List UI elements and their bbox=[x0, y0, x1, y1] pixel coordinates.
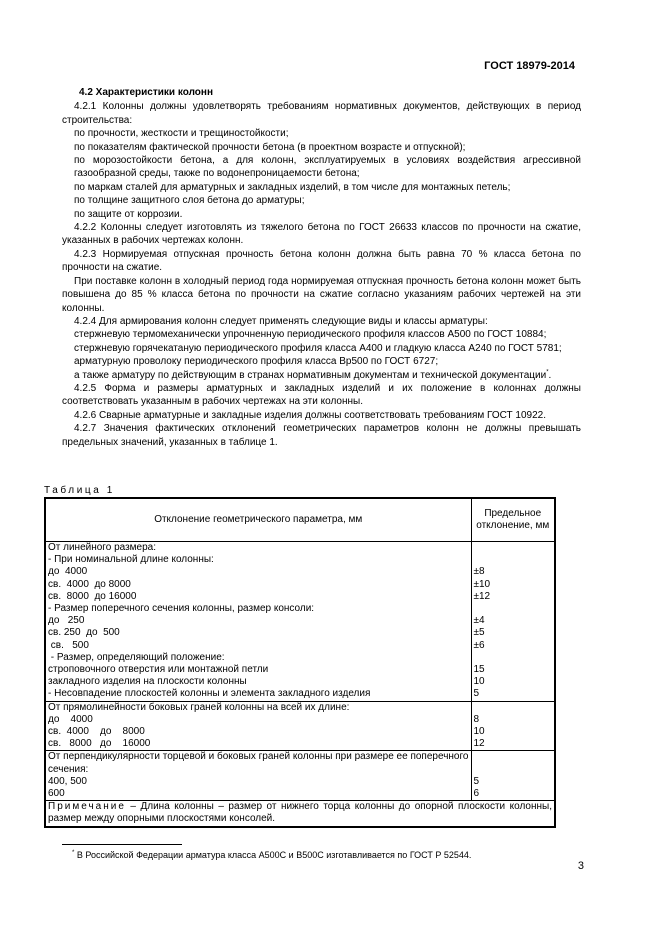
paragraph-4-2-3-continued: При поставке колонн в холодный период года нормируемая отпускная прочность бетона колонн может быть повышена до 85 % класса бетона по прочности на сжатие согласно указаниям рабочих чертежей на эти колонны. bbox=[62, 275, 581, 314]
parameter-cell: - Несовпадение плоскостей колонны и элемента закладного изделия bbox=[45, 688, 471, 701]
paragraph-4-2-4: 4.2.4 Для армирования колонн следует применять следующие виды и классы арматуры: bbox=[74, 315, 488, 327]
limit-cell bbox=[471, 751, 555, 776]
limit-cell: ±10 bbox=[471, 579, 555, 591]
parameter-cell: 400, 500 bbox=[45, 776, 471, 788]
limit-cell: ±6 bbox=[471, 640, 555, 652]
table-row bbox=[45, 751, 555, 776]
list-item-text: а также арматуру по действующим в странах нормативным документам и технической документации bbox=[74, 369, 547, 381]
list-item-with-footnote bbox=[74, 369, 581, 382]
parameter-cell: От перпендикулярности торцевой и боковых граней колонны при размере ее поперечного сечения: bbox=[45, 751, 471, 776]
table-row bbox=[45, 554, 555, 566]
section-body bbox=[62, 86, 581, 449]
list-item-tail: . bbox=[548, 369, 552, 381]
parameter-cell: - Размер, определяющий положение: bbox=[45, 652, 471, 664]
parameter-cell: - Размер поперечного сечения колонны, размер консоли: bbox=[45, 603, 471, 615]
paragraph-4-2-3: 4.2.3 Нормируемая отпускная прочность бетона колонн должна быть равна 70 % класса бетона по прочности на сжатие. bbox=[62, 248, 581, 274]
paragraph-4-2-5: 4.2.5 Форма и размеры арматурных и закладных изделий и их положение в колоннах должны соответствовать указанным в рабочих чертежах на эти колонны. bbox=[62, 382, 581, 408]
list-item: по защите от коррозии. bbox=[74, 208, 183, 220]
limit-cell bbox=[471, 701, 555, 714]
limit-cell: 15 bbox=[471, 664, 555, 676]
limit-cell: ±12 bbox=[471, 591, 555, 603]
limit-cell: 12 bbox=[471, 738, 555, 751]
table-row bbox=[45, 788, 555, 801]
paragraph-4-2-6: 4.2.6 Сварные арматурные и закладные изделия должны соответствовать требованиям ГОСТ 10922. bbox=[74, 409, 547, 421]
list-item: по показателям фактической прочности бетона (в проектном возрасте и отпускной); bbox=[74, 141, 466, 153]
parameter-cell: 600 bbox=[45, 788, 471, 801]
limit-cell bbox=[471, 542, 555, 555]
table-note-row bbox=[45, 801, 555, 827]
limit-cell bbox=[471, 603, 555, 615]
paragraph-4-2-2: 4.2.2 Колонны следует изготовлять из тяжелого бетона по ГОСТ 26633 классов по прочности на сжатие, указанных в рабочих чертежах колонн. bbox=[62, 222, 581, 247]
footnote bbox=[72, 850, 471, 860]
table-caption: Таблица 1 bbox=[44, 485, 115, 496]
section-heading: 4.2 Характеристики колонн bbox=[79, 87, 213, 98]
table-header-row bbox=[45, 498, 555, 542]
table-row bbox=[45, 701, 555, 714]
limit-cell bbox=[471, 554, 555, 566]
table-row bbox=[45, 566, 555, 578]
parameter-cell: до 250 bbox=[45, 615, 471, 627]
table-row bbox=[45, 688, 555, 701]
limit-cell: 10 bbox=[471, 676, 555, 688]
parameter-cell: закладного изделия на плоскости колонны bbox=[45, 676, 471, 688]
list-item: по прочности, жесткости и трещиностойкости; bbox=[74, 128, 289, 140]
limit-cell: 5 bbox=[471, 688, 555, 701]
table-row bbox=[45, 579, 555, 591]
limit-cell: ±4 bbox=[471, 615, 555, 627]
limit-cell: ±8 bbox=[471, 566, 555, 578]
table-row bbox=[45, 615, 555, 627]
standard-number: ГОСТ 18979-2014 bbox=[484, 60, 575, 72]
footnote-reference: * bbox=[546, 369, 549, 376]
table-row bbox=[45, 676, 555, 688]
footnote-divider bbox=[62, 844, 182, 845]
column-header-parameter: Отклонение геометрического параметра, мм bbox=[45, 498, 471, 542]
list-item: арматурную проволоку периодического профиля класса Вр500 по ГОСТ 6727; bbox=[74, 356, 439, 368]
table-row bbox=[45, 664, 555, 676]
limit-cell: 5 bbox=[471, 776, 555, 788]
parameter-cell: до 4000 bbox=[45, 566, 471, 578]
parameter-cell: св. 4000 до 8000 bbox=[45, 579, 471, 591]
parameter-cell: св. 500 bbox=[45, 640, 471, 652]
note-label: Примечание bbox=[48, 801, 126, 813]
paragraph-4-2-1: 4.2.1 Колонны должны удовлетворять требованиям нормативных документов, действующих в период строительства: bbox=[62, 101, 581, 126]
table-row bbox=[45, 591, 555, 603]
parameter-cell: От линейного размера: bbox=[45, 542, 471, 555]
limit-cell: 6 bbox=[471, 788, 555, 801]
table-row bbox=[45, 542, 555, 555]
list-item: стержневую горячекатаную периодического профиля класса А400 и гладкую класса А240 по ГОСТ 5781; bbox=[74, 342, 562, 354]
table-row bbox=[45, 714, 555, 726]
footnote-mark: * bbox=[72, 850, 75, 856]
parameter-cell: строповочного отверстия или монтажной петли bbox=[45, 664, 471, 676]
table-row bbox=[45, 627, 555, 639]
parameter-cell: до 4000 bbox=[45, 714, 471, 726]
table-row bbox=[45, 640, 555, 652]
parameter-cell: св. 4000 до 8000 bbox=[45, 726, 471, 738]
table-note bbox=[45, 801, 555, 827]
list-item: по толщине защитного слоя бетона до арматуры; bbox=[74, 195, 305, 207]
tolerance-table bbox=[44, 497, 556, 828]
footnote-text: В Российской Федерации арматура класса А500С и В500С изготавливается по ГОСТ Р 52544. bbox=[74, 850, 472, 860]
list-item: стержневую термомеханически упрочненную периодического профиля классов А500 по ГОСТ 10884; bbox=[74, 329, 547, 341]
limit-cell: 10 bbox=[471, 726, 555, 738]
parameter-cell: св. 250 до 500 bbox=[45, 627, 471, 639]
page-number: 3 bbox=[577, 860, 584, 872]
column-header-limit: Предельное отклонение, мм bbox=[471, 498, 555, 542]
table-row bbox=[45, 776, 555, 788]
table-row bbox=[45, 603, 555, 615]
table-row bbox=[45, 652, 555, 664]
limit-cell: ±5 bbox=[471, 627, 555, 639]
parameter-cell: От прямолинейности боковых граней колонны на всей их длине: bbox=[45, 701, 471, 714]
list-item: по маркам сталей для арматурных и закладных изделий, в том числе для монтажных петель; bbox=[74, 181, 511, 193]
limit-cell bbox=[471, 652, 555, 664]
parameter-cell: св. 8000 до 16000 bbox=[45, 591, 471, 603]
limit-cell: 8 bbox=[471, 714, 555, 726]
parameter-cell: - При номинальной длине колонны: bbox=[45, 554, 471, 566]
note-text: – Длина колонны – размер от нижнего торца колонны до опорной плоскости колонны, размер между опорными плоскостями консолей. bbox=[48, 801, 552, 825]
paragraph-4-2-7: 4.2.7 Значения фактических отклонений геометрических параметров колонн не должны превышать предельных значений, указанных в таблице 1. bbox=[62, 423, 581, 448]
table-row bbox=[45, 726, 555, 738]
table-row bbox=[45, 738, 555, 751]
parameter-cell: св. 8000 до 16000 bbox=[45, 738, 471, 751]
list-item: по морозостойкости бетона, а для колонн, эксплуатируемых в условиях воздействия агрессивной газообразной среды, также по водонепроницаемости бетона; bbox=[74, 155, 581, 180]
